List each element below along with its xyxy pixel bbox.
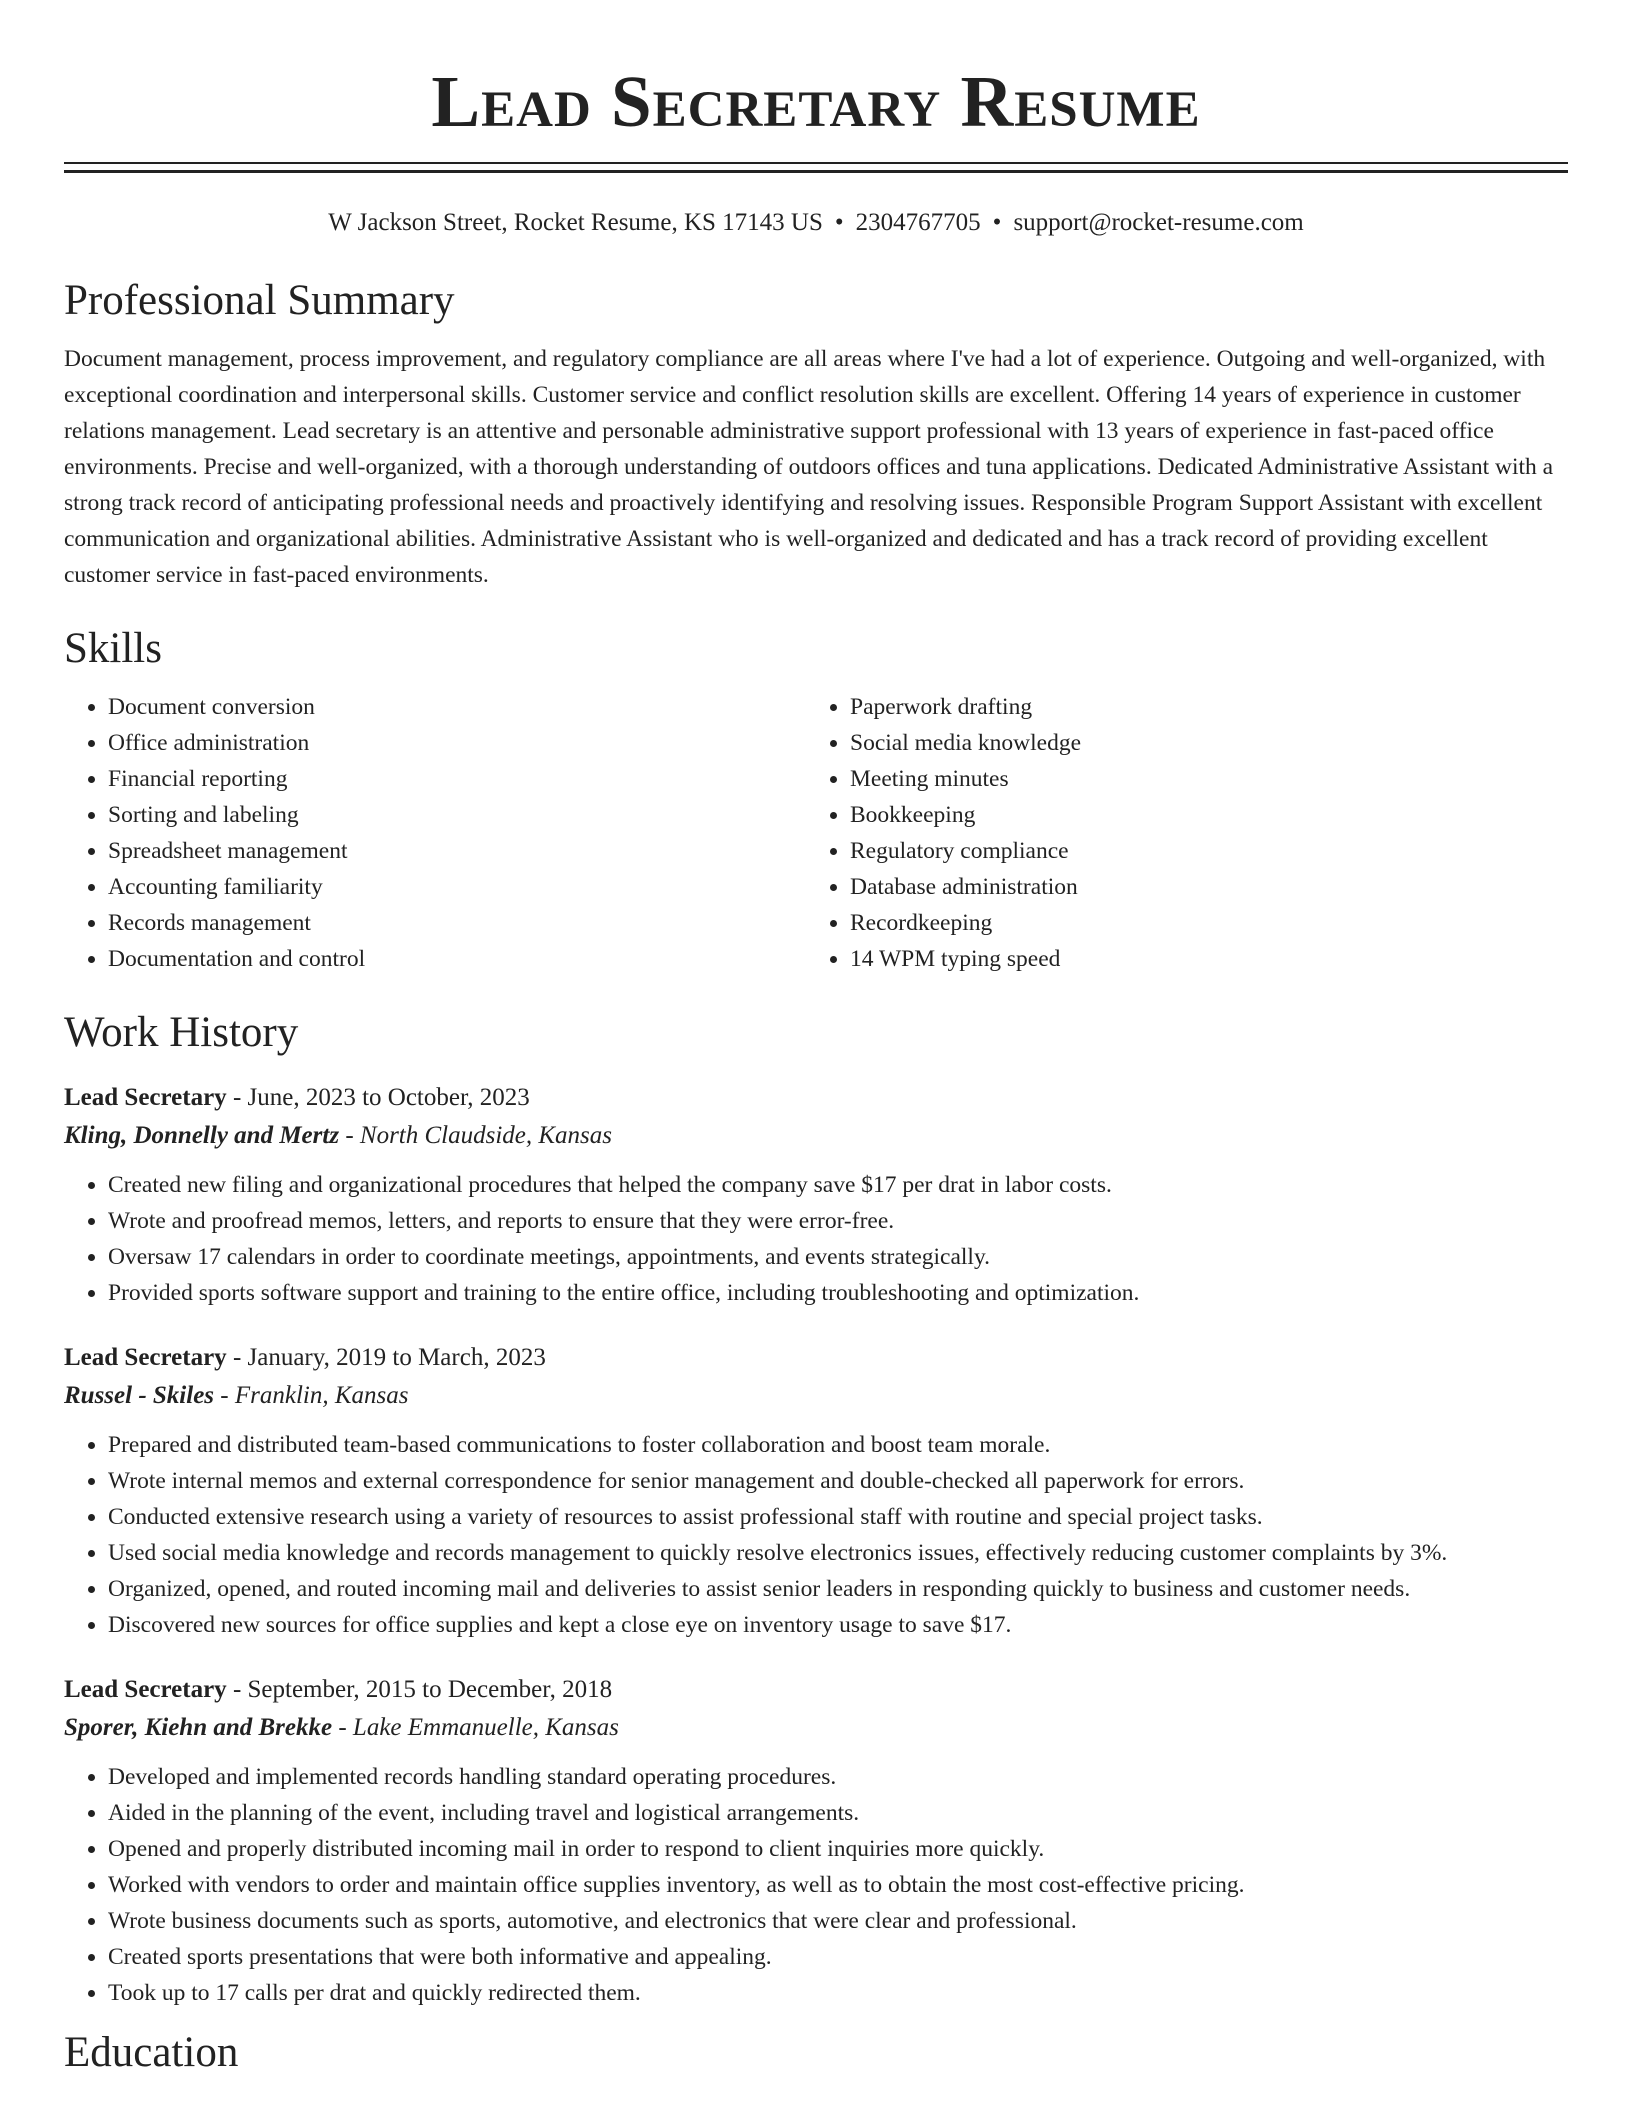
job-title-line bbox=[64, 1079, 1568, 1117]
job-bullet: • Prepared and distributed team-based communications to foster collaboration and boost team morale. bbox=[108, 1427, 1568, 1463]
skill-item: • Sorting and labeling bbox=[108, 797, 806, 833]
title-divider-bottom bbox=[64, 170, 1568, 173]
job-title-line bbox=[64, 1671, 1568, 1709]
skill-item: • Records management bbox=[108, 905, 806, 941]
job-title: Lead Secretary bbox=[64, 1344, 227, 1371]
job-title-line bbox=[64, 1339, 1568, 1377]
job-bullet: • Took up to 17 calls per drat and quickly redirected them. bbox=[108, 1975, 1568, 2011]
job-dates: - September, 2015 to December, 2018 bbox=[226, 1676, 613, 1703]
skill-item: • Financial reporting bbox=[108, 761, 806, 797]
resume-page bbox=[64, 0, 1568, 2081]
skills-list-right bbox=[806, 689, 1548, 977]
job-location: - Franklin, Kansas bbox=[214, 1382, 409, 1409]
section-heading-summary: Professional Summary bbox=[64, 277, 455, 324]
job-entry bbox=[64, 1671, 1568, 2011]
job-bullet: • Created sports presentations that were both informative and appealing. bbox=[108, 1939, 1568, 1975]
job-bullet: • Conducted extensive research using a variety of resources to assist professional staff with routine and special project tasks. bbox=[108, 1499, 1568, 1535]
job-company: Sporer, Kiehn and Brekke bbox=[64, 1714, 333, 1741]
job-entry bbox=[64, 1339, 1568, 1643]
job-title: Lead Secretary bbox=[64, 1676, 227, 1703]
contact-email: support@rocket-resume.com bbox=[1013, 209, 1304, 236]
job-bullet: • Discovered new sources for office supplies and kept a close eye on inventory usage to save $17. bbox=[108, 1607, 1568, 1643]
skills-list-left bbox=[64, 689, 806, 977]
job-bullet: • Developed and implemented records handling standard operating procedures. bbox=[108, 1759, 1568, 1795]
skill-item: • Spreadsheet management bbox=[108, 833, 806, 869]
skill-item: • Social media knowledge bbox=[850, 725, 1548, 761]
skill-item: • Recordkeeping bbox=[850, 905, 1548, 941]
job-bullet: • Wrote internal memos and external correspondence for senior management and double-checked all paperwork for errors. bbox=[108, 1463, 1568, 1499]
job-company: Kling, Donnelly and Mertz bbox=[64, 1122, 340, 1149]
job-company: Russel - Skiles bbox=[64, 1382, 215, 1409]
job-dates: - January, 2019 to March, 2023 bbox=[226, 1344, 546, 1371]
contact-separator: • bbox=[992, 209, 1002, 236]
contact-phone: 2304767705 bbox=[855, 209, 981, 236]
job-bullet: • Wrote and proofread memos, letters, and reports to ensure that they were error-free. bbox=[108, 1203, 1568, 1239]
job-bullet: • Aided in the planning of the event, including travel and logistical arrangements. bbox=[108, 1795, 1568, 1831]
job-bullet: • Oversaw 17 calendars in order to coordinate meetings, appointments, and events strategically. bbox=[108, 1239, 1568, 1275]
job-bullet: • Provided sports software support and training to the entire office, including troubleshooting and optimization. bbox=[108, 1275, 1568, 1311]
job-bullet: • Opened and properly distributed incoming mail in order to respond to client inquiries more quickly. bbox=[108, 1831, 1568, 1867]
job-bullet: • Organized, opened, and routed incoming mail and deliveries to assist senior leaders in responding quickly to business and customer needs. bbox=[108, 1571, 1568, 1607]
job-location: - Lake Emmanuelle, Kansas bbox=[332, 1714, 619, 1741]
skill-item: • Database administration bbox=[850, 869, 1548, 905]
job-bullet: • Worked with vendors to order and maintain office supplies inventory, as well as to obtain the most cost-effective pricing. bbox=[108, 1867, 1568, 1903]
job-entry bbox=[64, 1079, 1568, 1311]
section-heading-skills: Skills bbox=[64, 625, 162, 672]
contact-address: W Jackson Street, Rocket Resume, KS 17143 US bbox=[328, 209, 823, 236]
skill-item: • Office administration bbox=[108, 725, 806, 761]
job-bullets bbox=[64, 1167, 1568, 1311]
job-bullet: • Used social media knowledge and records management to quickly resolve electronics issues, effectively reducing customer complaints by 3%. bbox=[108, 1535, 1568, 1571]
job-bullet: • Wrote business documents such as sports, automotive, and electronics that were clear and professional. bbox=[108, 1903, 1568, 1939]
resume-title: Lead Secretary Resume bbox=[431, 61, 1201, 142]
contact-line bbox=[64, 207, 1568, 239]
skills-columns bbox=[64, 689, 1568, 977]
job-company-line bbox=[64, 1377, 1568, 1415]
contact-separator: • bbox=[834, 209, 844, 236]
skill-item: • Regulatory compliance bbox=[850, 833, 1548, 869]
title-divider-top bbox=[64, 162, 1568, 164]
summary-paragraph: Document management, process improvement, and regulatory compliance are all areas where I've had a lot of experience. Outgoing and well-organized, with exceptional coordination and interpersonal skills. Customer service and conflict resolution skills are excellent. Offering 14 years of experience in customer relations management. Lead secretary is an attentive and personable administrative support professional with 13 years of experience in fast-paced office environments. Precise and well-organized, with a thorough understanding of outdoors offices and tuna applications. Dedicated Administrative Assistant with a strong track record of anticipating professional needs and proactively identifying and resolving issues. Responsible Program Support Assistant with excellent communication and organizational abilities. Administrative Assistant who is well-organized and dedicated and has a track record of providing excellent customer service in fast-paced environments. bbox=[64, 346, 1554, 588]
skill-item: • Documentation and control bbox=[108, 941, 806, 977]
job-bullets bbox=[64, 1427, 1568, 1643]
skill-item: • Bookkeeping bbox=[850, 797, 1548, 833]
skill-item: • Meeting minutes bbox=[850, 761, 1548, 797]
job-company-line bbox=[64, 1117, 1568, 1155]
skill-item: • Accounting familiarity bbox=[108, 869, 806, 905]
skill-item: • 14 WPM typing speed bbox=[850, 941, 1548, 977]
job-location: - North Claudside, Kansas bbox=[339, 1122, 613, 1149]
job-dates: - June, 2023 to October, 2023 bbox=[226, 1084, 530, 1111]
job-bullet: • Created new filing and organizational procedures that helped the company save $17 per drat in labor costs. bbox=[108, 1167, 1568, 1203]
skill-item: • Paperwork drafting bbox=[850, 689, 1548, 725]
skill-item: • Document conversion bbox=[108, 689, 806, 725]
job-title: Lead Secretary bbox=[64, 1084, 227, 1111]
section-heading-work-history: Work History bbox=[64, 1009, 299, 1056]
job-bullets bbox=[64, 1759, 1568, 2011]
section-heading-education: Education bbox=[64, 2029, 239, 2076]
job-company-line bbox=[64, 1709, 1568, 1747]
